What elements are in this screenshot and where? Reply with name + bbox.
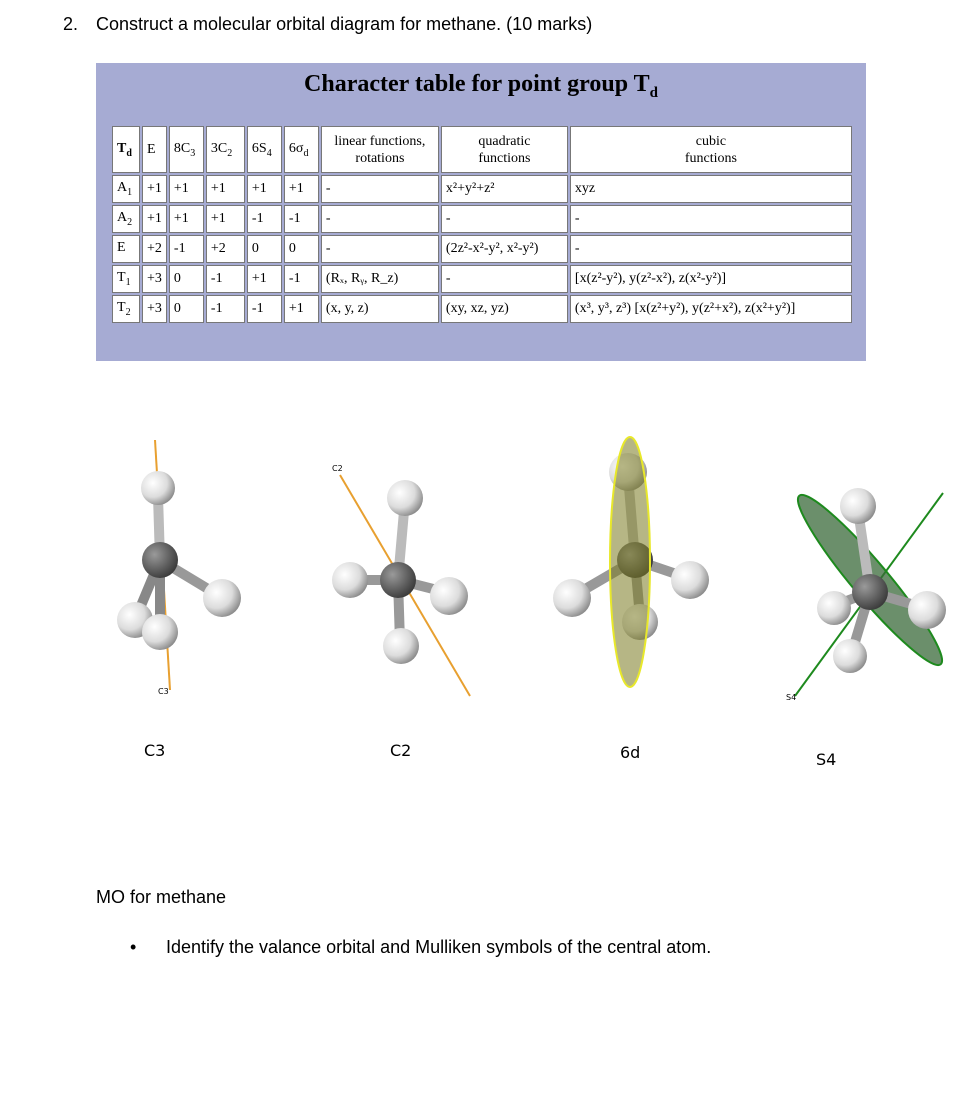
hydrogen-atom — [840, 488, 876, 524]
table-row — [112, 265, 852, 293]
quadratic-cell: (xy, xz, yz) — [441, 295, 568, 323]
irrep: $T_1$ — [112, 265, 140, 293]
table-row — [112, 205, 852, 233]
carbon-atom — [142, 542, 178, 578]
char-cell: -1 — [206, 295, 245, 323]
question-text: Construct a molecular orbital diagram for methane. (10 marks) — [96, 14, 593, 34]
cubic-cell: - — [570, 235, 852, 263]
header-cubic: cubic functions — [570, 126, 852, 173]
hydrogen-atom — [203, 579, 241, 617]
irrep: $A_2$ — [112, 205, 140, 233]
linear-cell: (Rₓ, Rᵧ, R_z) — [321, 265, 439, 293]
hydrogen-atom — [908, 591, 946, 629]
char-cell: 0 — [247, 235, 282, 263]
char-cell: +2 — [142, 235, 167, 263]
carbon-atom — [852, 574, 888, 610]
cubic-cell: xyz — [570, 175, 852, 203]
carbon-atom — [380, 562, 416, 598]
caption-6d: 6d — [620, 743, 641, 762]
char-cell: +1 — [142, 175, 167, 203]
char-cell: +1 — [142, 205, 167, 233]
char-cell: +2 — [206, 235, 245, 263]
char-cell: +1 — [247, 265, 282, 293]
char-cell: +1 — [284, 175, 319, 203]
char-cell: +1 — [169, 205, 204, 233]
irrep: $T_2$ — [112, 295, 140, 323]
linear-cell: (x, y, z) — [321, 295, 439, 323]
hydrogen-atom — [332, 562, 368, 598]
header-3c2: $3C_2$ — [206, 126, 245, 173]
hydrogen-atom — [553, 579, 591, 617]
hydrogen-atom — [383, 628, 419, 664]
character-table — [110, 124, 854, 325]
char-cell: -1 — [247, 295, 282, 323]
table-header-row — [112, 126, 852, 173]
table-row — [112, 235, 852, 263]
header-6sigma-d: $6\sigma_d$ — [284, 126, 319, 173]
mo-heading: MO for methane — [96, 887, 227, 907]
irrep: E — [112, 235, 140, 263]
hydrogen-atom — [430, 577, 468, 615]
c3-figure — [117, 440, 241, 696]
table-row — [112, 295, 852, 323]
character-table-panel — [96, 63, 866, 361]
cubic-cell: - — [570, 205, 852, 233]
quadratic-cell: x²+y²+z² — [441, 175, 568, 203]
char-cell: +1 — [284, 295, 319, 323]
header-8c3: $8C_3$ — [169, 126, 204, 173]
char-cell: 0 — [169, 295, 204, 323]
char-cell: -1 — [284, 265, 319, 293]
header-group: $T_d$ — [112, 126, 140, 173]
header-6s4: $6S_4$ — [247, 126, 282, 173]
hydrogen-atom — [817, 591, 851, 625]
cubic-cell: (x³, y³, z³) [x(z²+y²), y(z²+x²), z(x²+y²)] — [570, 295, 852, 323]
hydrogen-atom — [387, 480, 423, 516]
char-cell: -1 — [284, 205, 319, 233]
caption-c3: C3 — [144, 741, 166, 760]
caption-s4: S4 — [816, 750, 837, 769]
linear-cell: - — [321, 205, 439, 233]
methane-symmetry-figures — [0, 420, 971, 720]
char-cell: +3 — [142, 265, 167, 293]
char-cell: 0 — [169, 265, 204, 293]
hydrogen-atom — [671, 561, 709, 599]
bullet-item — [130, 937, 711, 958]
char-cell: +1 — [206, 175, 245, 203]
s4-figure — [786, 484, 955, 702]
header-quadratic: quadratic functions — [441, 126, 568, 173]
table-title: Character table for point group $T_d$ — [304, 71, 658, 101]
char-cell: -1 — [169, 235, 204, 263]
c2-figure — [332, 464, 470, 696]
quadratic-cell: - — [441, 265, 568, 293]
caption-c2: C2 — [390, 741, 412, 760]
char-cell: +1 — [169, 175, 204, 203]
char-cell: +1 — [247, 175, 282, 203]
char-cell: +3 — [142, 295, 167, 323]
linear-cell: - — [321, 235, 439, 263]
c3-axis-label: C3 — [158, 687, 169, 696]
linear-cell: - — [321, 175, 439, 203]
quadratic-cell: (2z²-x²-y², x²-y²) — [441, 235, 568, 263]
bullet-text: Identify the valance orbital and Mulliken symbols of the central atom. — [166, 937, 712, 957]
char-cell: +1 — [206, 205, 245, 233]
quadratic-cell: - — [441, 205, 568, 233]
bullet-dot-icon: • — [130, 937, 137, 957]
char-cell: -1 — [247, 205, 282, 233]
header-e: E — [142, 126, 167, 173]
question — [63, 14, 592, 35]
cubic-cell: [x(z²-y²), y(z²-x²), z(x²-y²)] — [570, 265, 852, 293]
hydrogen-atom — [142, 614, 178, 650]
question-number: 2. — [63, 14, 79, 34]
mirror-plane — [610, 437, 650, 687]
hydrogen-atom — [141, 471, 175, 505]
irrep: $A_1$ — [112, 175, 140, 203]
char-cell: -1 — [206, 265, 245, 293]
char-cell: 0 — [284, 235, 319, 263]
hydrogen-atom — [833, 639, 867, 673]
header-linear: linear functions, rotations — [321, 126, 439, 173]
c2-axis-label: C2 — [332, 464, 343, 473]
table-row — [112, 175, 852, 203]
s4-axis-label: S4 — [786, 693, 797, 702]
sigma-d-figure — [553, 437, 709, 687]
